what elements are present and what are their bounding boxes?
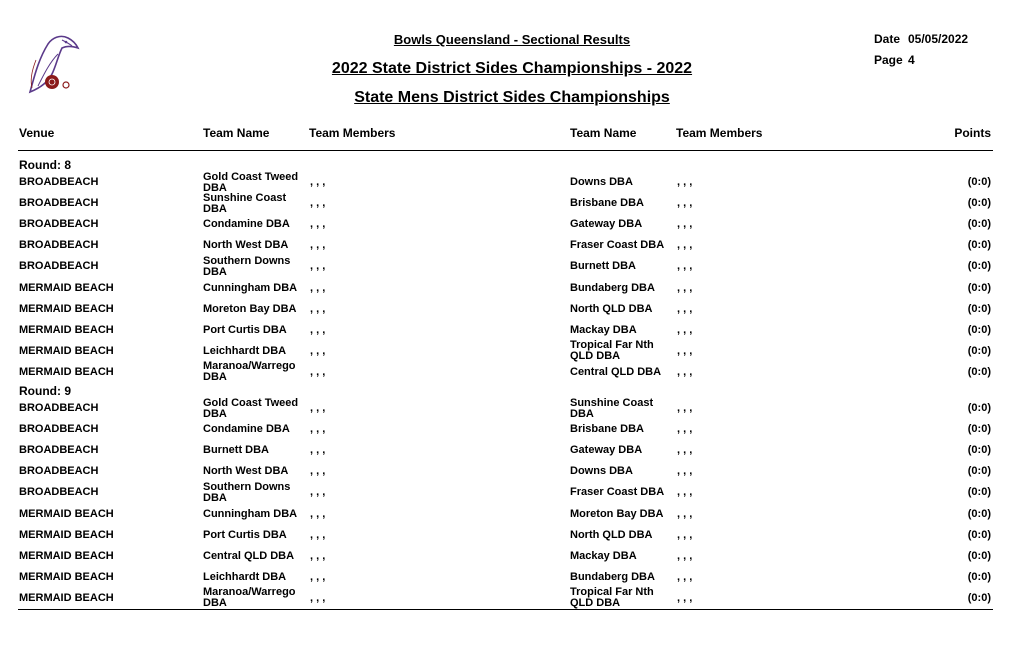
team-name-cell: Cunningham DBA: [203, 507, 298, 520]
team-members-cell: , , ,: [310, 591, 326, 604]
column-header-team-members-2: Team Members: [676, 126, 763, 140]
points-cell: (0:0): [967, 260, 991, 273]
team-members-cell: , , ,: [310, 507, 326, 520]
team-name-cell: Port Curtis DBA: [203, 528, 287, 541]
points-cell: (0:0): [967, 591, 991, 604]
table-row: [0, 482, 1024, 503]
championship-title: 2022 State District Sides Championships - 2022: [331, 60, 693, 77]
header-divider: [18, 150, 993, 151]
table-row: [0, 440, 1024, 461]
team-members-cell: , , ,: [310, 570, 326, 583]
team-name-cell: North West DBA: [203, 239, 289, 252]
team-members-cell: , , ,: [310, 176, 326, 188]
table-row: [0, 278, 1024, 299]
team-members-cell: , , ,: [310, 197, 326, 210]
points-cell: (0:0): [967, 507, 991, 520]
team-members-cell: , , ,: [310, 549, 326, 562]
points-cell: (0:0): [967, 486, 991, 499]
team-members-cell: , , ,: [677, 323, 693, 336]
team-name-cell: Condamine DBA: [203, 218, 290, 231]
report-title: Bowls Queensland - Sectional Results: [393, 32, 631, 47]
team-name-cell: Fraser Coast DBA: [570, 486, 665, 499]
team-members-cell: , , ,: [677, 176, 693, 188]
venue-cell: BROADBEACH: [19, 176, 99, 188]
team-name-cell: Gateway DBA: [570, 444, 643, 457]
team-members-cell: , , ,: [310, 486, 326, 499]
section-title: State Mens District Sides Championships: [354, 89, 670, 106]
points-cell: (0:0): [967, 344, 991, 357]
points-cell: (0:0): [967, 176, 991, 188]
team-name-cell: Burnett DBA: [570, 260, 636, 273]
points-cell: (0:0): [967, 402, 991, 414]
column-header-points: Points: [954, 126, 991, 140]
team-name-cell: Fraser Coast DBA: [570, 239, 665, 252]
team-members-cell: , , ,: [677, 260, 693, 273]
points-cell: (0:0): [967, 423, 991, 436]
table-row: [0, 525, 1024, 546]
round-label: Round: 9: [19, 384, 71, 398]
team-name-cell: Brisbane DBA: [570, 423, 644, 436]
team-name-cell: Mackay DBA: [570, 323, 637, 336]
venue-cell: MERMAID BEACH: [19, 365, 114, 378]
team-members-cell: , , ,: [677, 302, 693, 315]
team-members-cell: , , ,: [677, 402, 693, 414]
venue-cell: BROADBEACH: [19, 218, 99, 231]
table-row: [0, 362, 1024, 383]
team-members-cell: , , ,: [677, 570, 693, 583]
column-header-team-name-2: Team Name: [570, 126, 637, 140]
page-label: Page: [874, 53, 903, 67]
points-cell: (0:0): [967, 218, 991, 231]
team-name-cell: Port Curtis DBA: [203, 323, 287, 336]
points-cell: (0:0): [967, 365, 991, 378]
team-members-cell: , , ,: [677, 239, 693, 252]
team-members-cell: , , ,: [677, 365, 693, 378]
venue-cell: BROADBEACH: [19, 423, 99, 436]
team-name-cell: North QLD DBA: [570, 302, 653, 315]
team-members-cell: , , ,: [677, 507, 693, 520]
points-cell: (0:0): [967, 528, 991, 541]
table-row: [0, 299, 1024, 320]
date-label: Date: [874, 32, 901, 46]
venue-cell: BROADBEACH: [19, 486, 99, 499]
team-members-cell: , , ,: [310, 444, 326, 457]
team-members-cell: , , ,: [310, 218, 326, 231]
table-row: [0, 588, 1024, 609]
report-date: [874, 32, 969, 46]
team-name-cell: Downs DBA: [570, 465, 633, 478]
venue-cell: BROADBEACH: [19, 465, 99, 478]
team-members-cell: , , ,: [677, 344, 693, 357]
venue-cell: MERMAID BEACH: [19, 549, 114, 562]
team-name-cell: Maranoa/Warrego DBA: [203, 360, 296, 384]
points-cell: (0:0): [967, 444, 991, 457]
team-name-cell: Condamine DBA: [203, 423, 290, 436]
team-name-cell: Central QLD DBA: [203, 549, 295, 562]
team-name-cell: Gold Coast Tweed DBA: [203, 170, 299, 194]
table-row: [0, 193, 1024, 214]
team-members-cell: , , ,: [310, 402, 326, 414]
table-row: [0, 504, 1024, 525]
table-row: [0, 461, 1024, 482]
team-name-cell: Maranoa/Warrego DBA: [203, 586, 296, 610]
team-name-cell: Tropical Far Nth QLD DBA: [570, 339, 654, 363]
team-members-cell: , , ,: [310, 239, 326, 252]
footer-divider: [18, 609, 993, 610]
team-members-cell: , , ,: [310, 302, 326, 315]
points-cell: (0:0): [967, 323, 991, 336]
table-row: [0, 256, 1024, 277]
team-name-cell: Leichhardt DBA: [203, 570, 287, 583]
points-cell: (0:0): [967, 197, 991, 210]
points-cell: (0:0): [967, 302, 991, 315]
team-name-cell: Bundaberg DBA: [570, 570, 655, 583]
venue-cell: MERMAID BEACH: [19, 281, 114, 294]
team-name-cell: Gateway DBA: [570, 218, 643, 231]
venue-cell: MERMAID BEACH: [19, 302, 114, 315]
team-name-cell: Central QLD DBA: [570, 365, 662, 378]
page-number: [874, 53, 915, 67]
team-name-cell: Brisbane DBA: [570, 197, 644, 210]
team-name-cell: Tropical Far Nth QLD DBA: [570, 586, 654, 610]
venue-cell: MERMAID BEACH: [19, 528, 114, 541]
team-members-cell: , , ,: [677, 218, 693, 231]
table-row: [0, 546, 1024, 567]
points-cell: (0:0): [967, 239, 991, 252]
venue-cell: MERMAID BEACH: [19, 507, 114, 520]
team-name-cell: Southern Downs DBA: [203, 254, 291, 278]
team-members-cell: , , ,: [310, 344, 326, 357]
venue-cell: BROADBEACH: [19, 260, 99, 273]
team-name-cell: Leichhardt DBA: [203, 344, 287, 357]
team-members-cell: , , ,: [677, 549, 693, 562]
date-value: 05/05/2022: [908, 32, 969, 46]
table-row: [0, 235, 1024, 256]
team-name-cell: Moreton Bay DBA: [570, 507, 664, 520]
venue-cell: MERMAID BEACH: [19, 323, 114, 336]
team-name-cell: Mackay DBA: [570, 549, 637, 562]
team-members-cell: , , ,: [310, 365, 326, 378]
team-name-cell: Gold Coast Tweed DBA: [203, 396, 299, 420]
team-members-cell: , , ,: [310, 281, 326, 294]
column-header-venue: Venue: [19, 126, 55, 140]
team-name-cell: Southern Downs DBA: [203, 480, 291, 504]
team-members-cell: , , ,: [677, 281, 693, 294]
venue-cell: BROADBEACH: [19, 444, 99, 457]
team-name-cell: Cunningham DBA: [203, 281, 298, 294]
team-members-cell: , , ,: [310, 323, 326, 336]
page-value: 4: [908, 53, 915, 67]
table-row: [0, 320, 1024, 341]
column-header-team-members-1: Team Members: [309, 126, 396, 140]
team-name-cell: Moreton Bay DBA: [203, 302, 297, 315]
team-members-cell: , , ,: [310, 528, 326, 541]
team-name-cell: Bundaberg DBA: [570, 281, 655, 294]
team-members-cell: , , ,: [310, 260, 326, 273]
points-cell: (0:0): [967, 465, 991, 478]
team-name-cell: North West DBA: [203, 465, 289, 478]
team-members-cell: , , ,: [677, 528, 693, 541]
venue-cell: MERMAID BEACH: [19, 570, 114, 583]
table-row: [0, 567, 1024, 588]
table-row: [0, 172, 1024, 193]
team-name-cell: Sunshine Coast DBA: [570, 396, 654, 420]
team-members-cell: , , ,: [677, 423, 693, 436]
points-cell: (0:0): [967, 281, 991, 294]
team-name-cell: North QLD DBA: [570, 528, 653, 541]
venue-cell: MERMAID BEACH: [19, 344, 114, 357]
team-members-cell: , , ,: [677, 486, 693, 499]
venue-cell: MERMAID BEACH: [19, 591, 114, 604]
team-members-cell: , , ,: [310, 465, 326, 478]
table-row: [0, 398, 1024, 419]
venue-cell: BROADBEACH: [19, 239, 99, 252]
team-members-cell: , , ,: [310, 423, 326, 436]
team-name-cell: Burnett DBA: [203, 444, 269, 457]
table-row: [0, 214, 1024, 235]
team-members-cell: , , ,: [677, 444, 693, 457]
team-members-cell: , , ,: [677, 591, 693, 604]
round-label: Round: 8: [19, 158, 71, 172]
column-header-team-name-1: Team Name: [203, 126, 270, 140]
venue-cell: BROADBEACH: [19, 197, 99, 210]
team-members-cell: , , ,: [677, 197, 693, 210]
points-cell: (0:0): [967, 570, 991, 583]
team-name-cell: Sunshine Coast DBA: [203, 191, 287, 215]
table-row: [0, 419, 1024, 440]
venue-cell: BROADBEACH: [19, 402, 99, 414]
team-members-cell: , , ,: [677, 465, 693, 478]
points-cell: (0:0): [967, 549, 991, 562]
team-name-cell: Downs DBA: [570, 176, 633, 188]
table-row: [0, 341, 1024, 362]
